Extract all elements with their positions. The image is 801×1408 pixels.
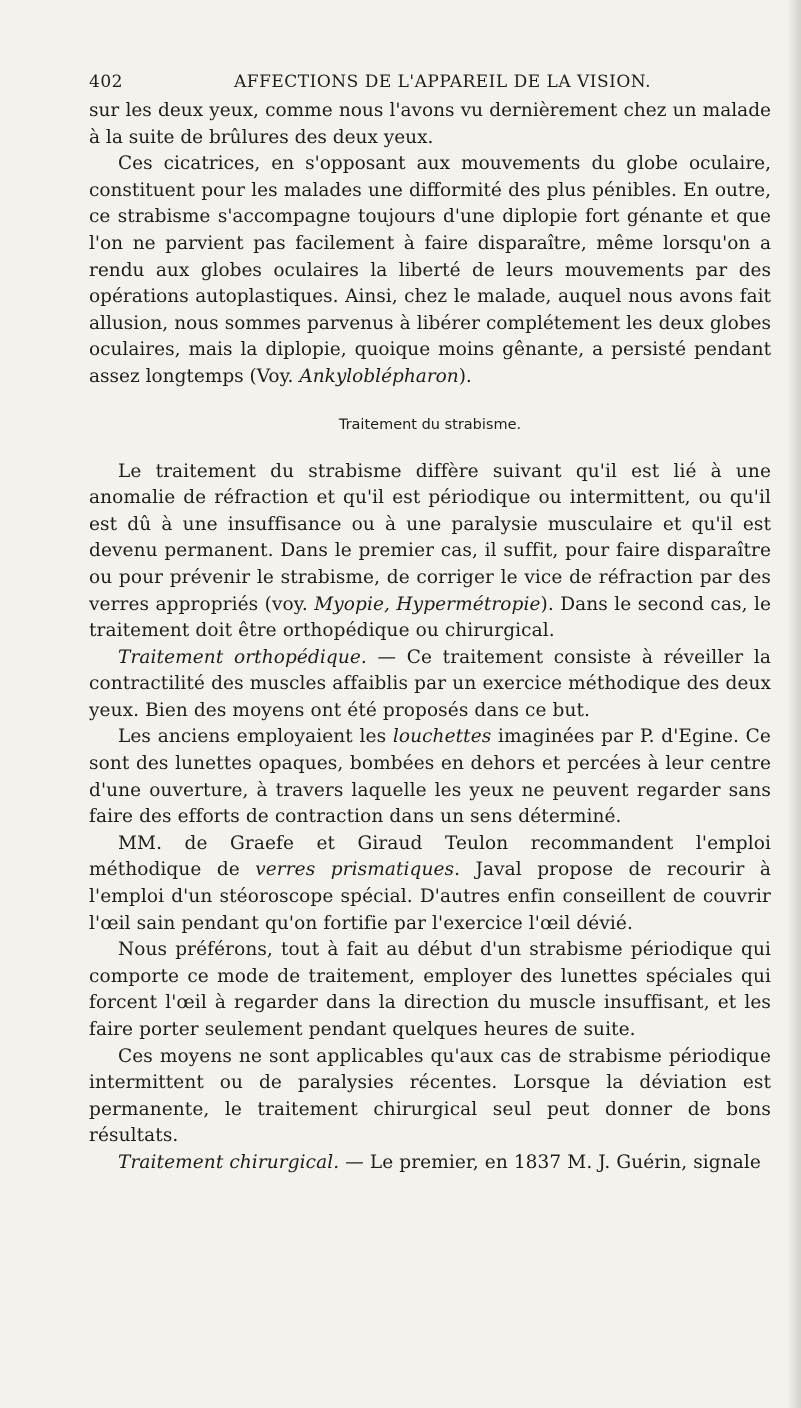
body-paragraph-4: MM. de Graefe et Giraud Teulon recommandent l'emploi méthodique de verres prismatiques. Javal propose de recourir à l'emploi d'un stéoroscope spécial. D'autres enfin conseillent de couvrir l'œil sain pendant qu'on fortifie par l'exercice l'œil dévié. [89, 832, 772, 934]
section-heading: Traitement du strabisme. [338, 416, 522, 433]
intro-paragraph-1: sur les deux yeux, comme nous l'avons vu dernièrement chez un malade à la suite de brûlures des deux yeux. [89, 100, 771, 148]
running-title: AFFECTIONS DE L'APPAREIL DE LA VISION. [234, 72, 651, 92]
running-header [89, 72, 771, 98]
body-paragraph-6: Ces moyens ne sont applicables qu'aux cas de strabisme périodique intermittent ou de paralysies récentes. Lorsque la déviation est permanente, le traitement chirurgical seul peut donner de bons résultats. [89, 1045, 771, 1147]
page-number: 402 [89, 72, 123, 92]
body-paragraph-7: Traitement chirurgical. — Le premier, en 1837 M. J. Guérin, signale [118, 1151, 761, 1173]
body-paragraph-2: Traitement orthopédique. — Ce traitement consiste à réveiller la contractilité des muscles affaiblis par un exercice méthodique des deux yeux. Bien des moyens ont été proposés dans ce but. [89, 646, 771, 721]
book-page [89, 72, 771, 1177]
body-paragraph-3: Les anciens employaient les louchettes imaginées par P. d'Egine. Ce sont des lunettes opaques, bombées en dehors et percées à leur centre d'une ouverture, à travers laquelle les yeux ne peuvent regarder sans faire des efforts de contraction dans un sens déterminé. [89, 726, 771, 828]
body-paragraph-5: Nous préférons, tout à fait au début d'un strabisme périodique qui comporte ce mode de traitement, employer des lunettes spéciales qui forcent l'œil à regarder dans la direction du muscle insuffisant, et les faire porter seulement pendant quelques heures de suite. [89, 939, 771, 1040]
body-paragraph-1: Le traitement du strabisme diffère suivant qu'il est lié à une anomalie de réfraction et qu'il est périodique ou intermittent, ou qu'il est dû à une insuffisance ou à une paralysie musculaire et qu'il est devenu permanent. Dans le premier cas, il suffit, pour faire disparaître ou pour prévenir le strabisme, de corriger le vice de réfraction par des verres appropriés (voy. Myopie, Hypermétropie). Dans le second cas, le traitement doit être orthopédique ou chirurgical. [89, 460, 772, 642]
page-edge-shadow [787, 0, 801, 1408]
intro-paragraph-2: Ces cicatrices, en s'opposant aux mouvements du globe oculaire, constituent pour les malades une difformité des plus pénibles. En outre, ce strabisme s'accompagne toujours d'une diplopie fort génante et que l'on ne parvient pas facilement à faire disparaître, même lorsqu'on a rendu aux globes oculaires la liberté de leurs mouvements par des opérations autoplastiques. Ainsi, chez le malade, auquel nous avons fait allusion, nous sommes parvenus à libérer complétement les deux globes oculaires, mais la diplopie, quoique moins gênante, a persisté pendant assez longtemps (Voy. Ankyloblépharon). [89, 153, 771, 387]
